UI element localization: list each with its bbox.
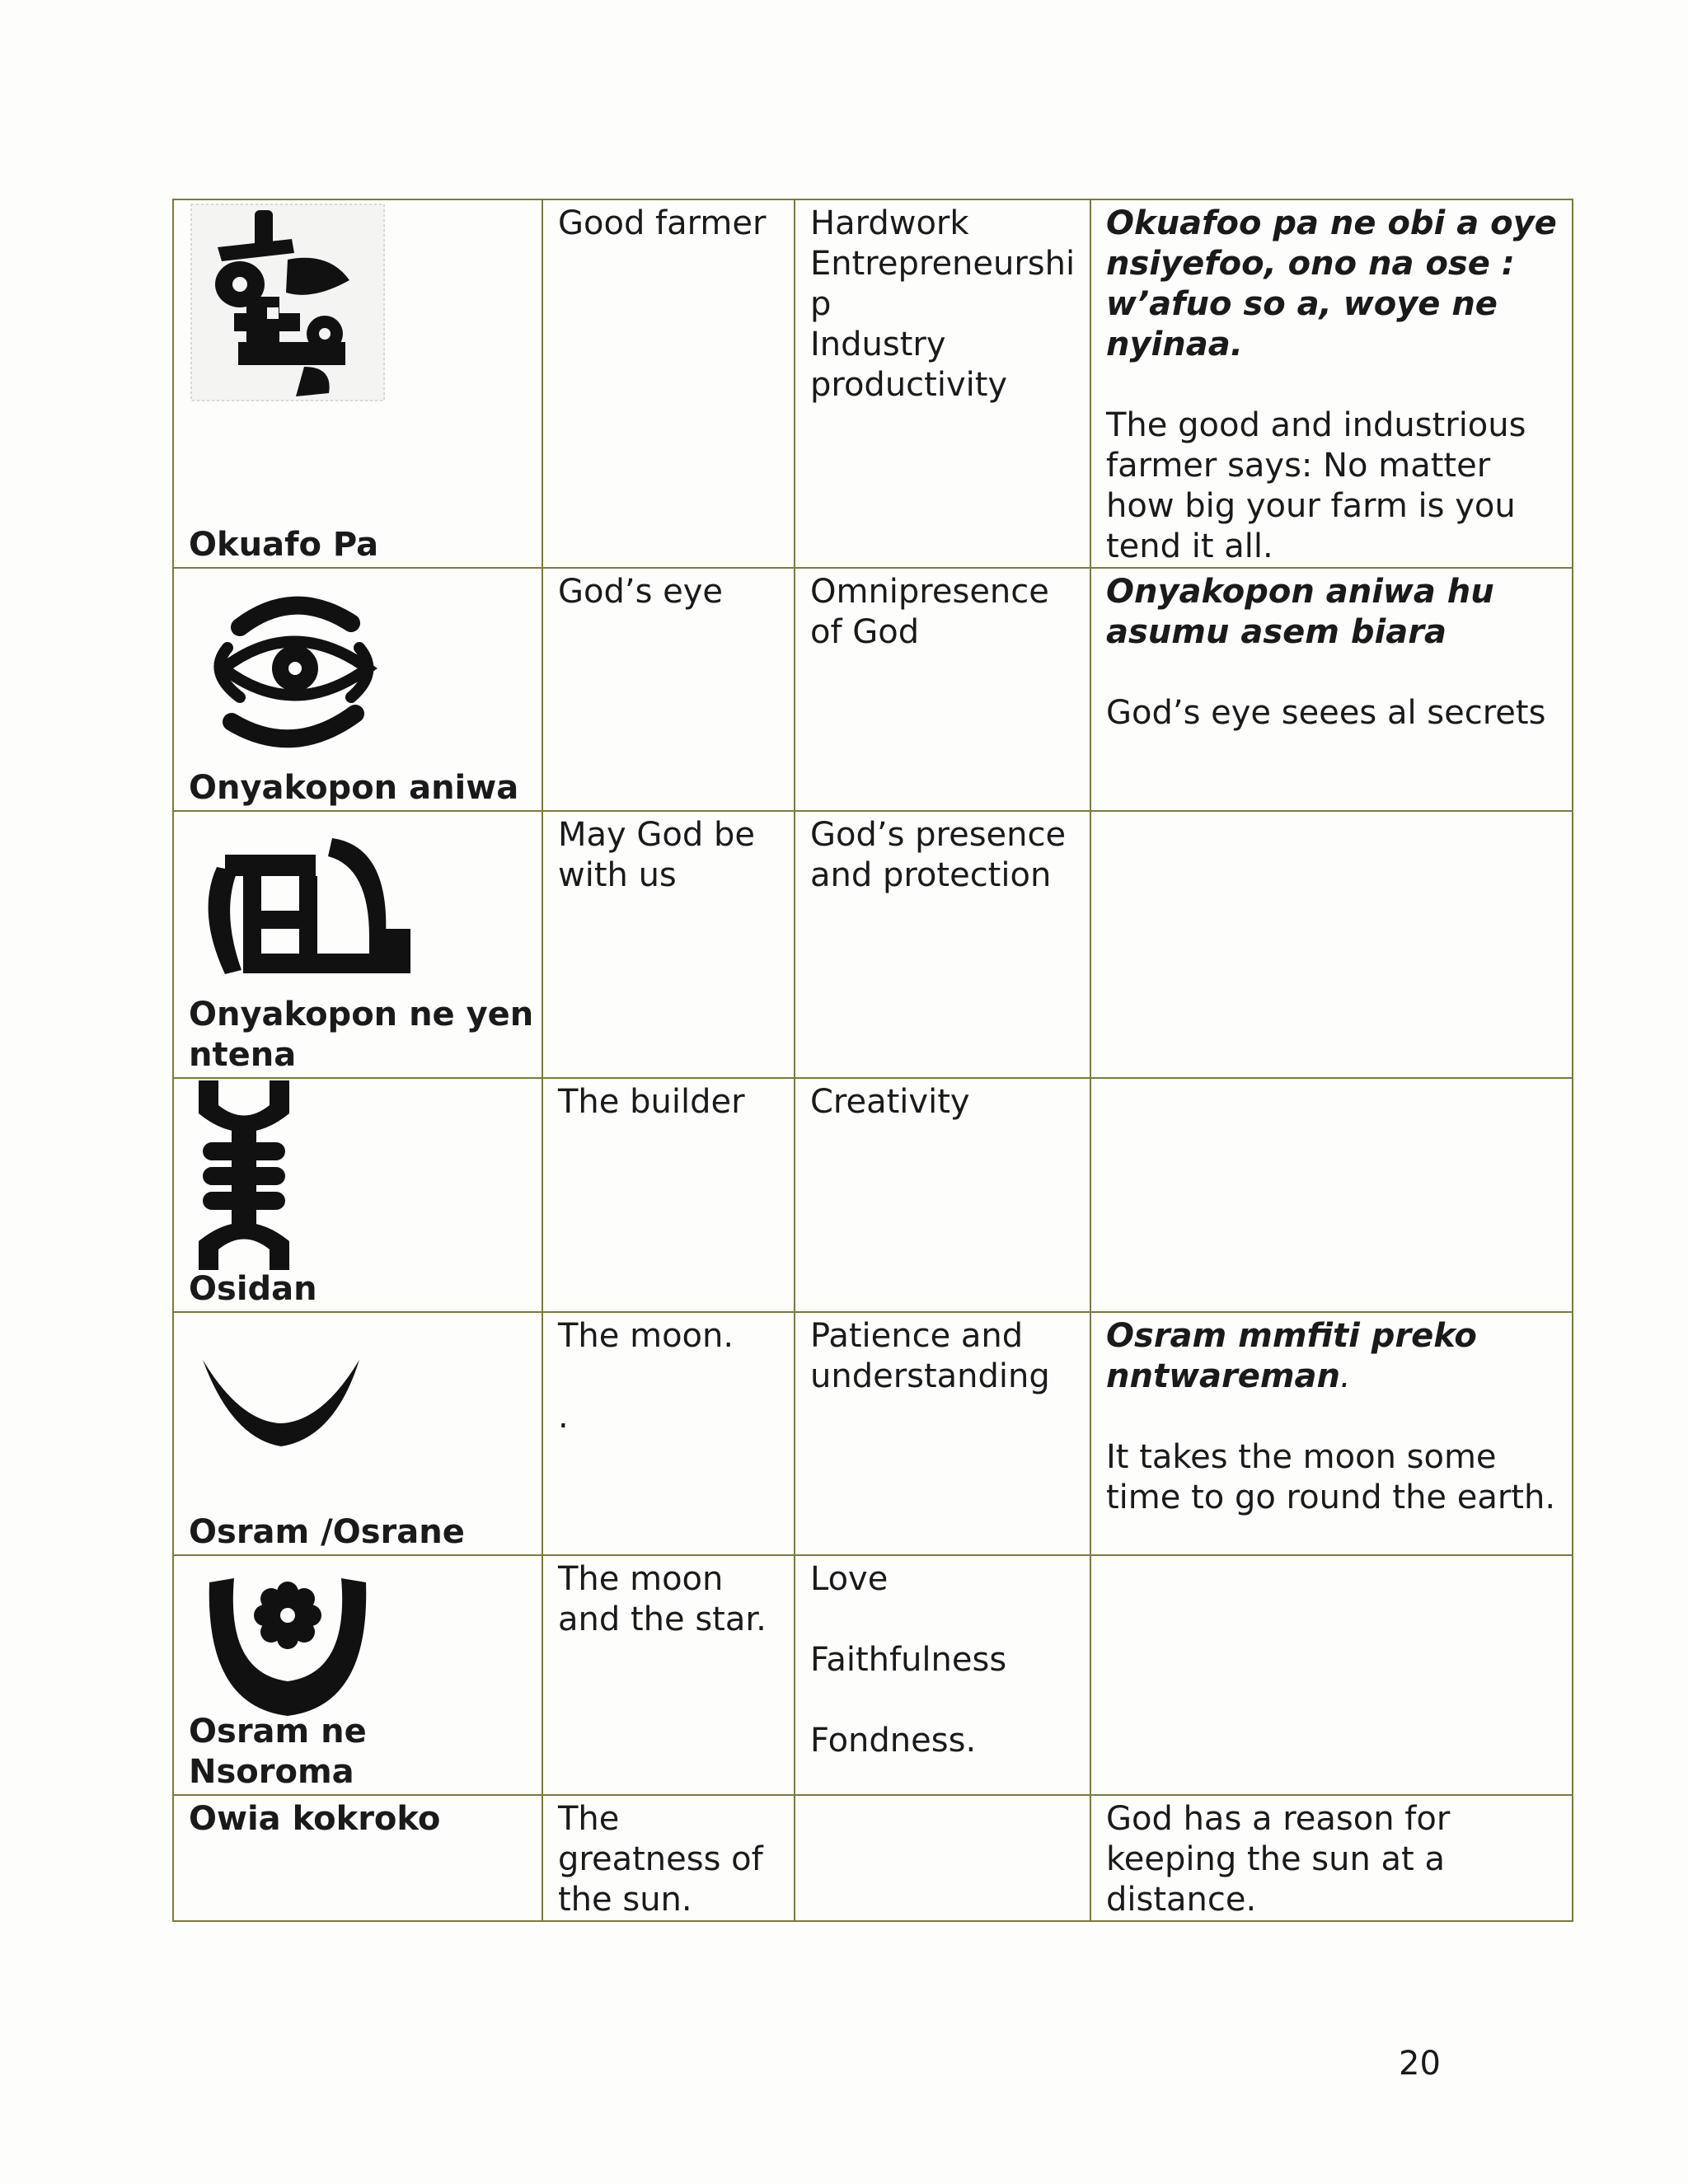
values-cell: Creativity [795,1078,1090,1312]
symbol-name: Onyakopon aniwa [189,769,519,807]
proverb-line: asumu asem biara [1106,613,1447,651]
values-cell [795,1795,1090,1921]
proverb-explanation: God’s eye seees al secrets [1106,694,1546,732]
symbol-cell [173,1312,542,1555]
proverb-explanation: It takes the moon some time to go round the earth. [1106,1438,1556,1516]
values-cell: Patience and understanding [795,1312,1090,1555]
symbol-cell [173,811,542,1078]
meaning-cell: The greatness of the sun. [542,1795,795,1921]
meaning-cell: The moon and the star. [542,1555,795,1795]
proverb-cell [1090,1078,1573,1312]
symbol-cell [173,568,542,811]
onyakopon-ne-yen-ntena-symbol-icon [192,822,415,987]
proverb-cell [1090,811,1573,1078]
osram-ne-nsoroma-symbol-icon [205,1574,370,1718]
proverb-line: nsiyefoo, ono na ose : [1106,245,1515,283]
symbol-cell [173,199,542,568]
proverb-explanation: God has a reason for keeping the sun at a distance. [1106,1800,1451,1919]
meaning-cell: The moon. . [542,1312,795,1555]
symbol-cell [173,1795,542,1921]
proverb-line: Osram mmfiti preko nntwareman [1106,1317,1477,1395]
table-row [173,199,1573,568]
symbol-name: Owia kokroko [189,1800,441,1838]
proverb-line: nyinaa. [1106,326,1243,363]
values-cell: Omnipresence of God [795,568,1090,811]
proverb-cell [1090,568,1573,811]
meaning-cell: Good farmer [542,199,795,568]
symbol-cell [173,1078,542,1312]
table-row [173,1555,1573,1795]
okuafo-pa-symbol-icon [189,202,387,404]
onyakopon-aniwa-symbol-icon [195,590,392,755]
values-cell: Hardwork Entrepreneurshi p Industry productivity [795,199,1090,568]
symbol-name: Osidan [189,1270,317,1308]
proverb-cell [1090,199,1573,568]
table-row [173,1795,1573,1921]
osram-moon-symbol-icon [199,1356,363,1471]
table-row [173,1078,1573,1312]
meaning-cell: God’s eye [542,568,795,811]
proverb-line: w’afuo so a, woye ne [1106,285,1498,323]
table-row [173,1312,1573,1555]
values-cell: God’s presence and protection [795,811,1090,1078]
symbol-name: Osram ne Nsoroma [189,1713,367,1791]
meaning-cell: The builder [542,1078,795,1312]
adinkra-symbols-table [172,199,1573,1922]
symbol-name: Okuafo Pa [189,526,379,564]
proverb-explanation: The good and industrious farmer says: No matter how big your farm is you tend it all. [1106,406,1526,565]
table-row [173,568,1573,811]
symbol-cell [173,1555,542,1795]
values-cell: Love Faithfulness Fondness. [795,1555,1090,1795]
table-row [173,811,1573,1078]
symbol-name: Onyakopon ne yen ntena [189,996,534,1074]
page-number: 20 [1399,2045,1441,2083]
proverb-cell [1090,1795,1573,1921]
osidan-symbol-icon [190,1080,298,1270]
proverb-line: Okuafoo pa ne obi a oye [1106,204,1557,242]
proverb-line: Onyakopon aniwa hu [1106,573,1494,611]
symbol-name: Osram /Osrane [189,1513,465,1551]
proverb-cell: Osram mmfiti preko nntwareman. It takes the moon some time to go round the earth. [1090,1312,1573,1555]
proverb-cell [1090,1555,1573,1795]
meaning-cell: May God be with us [542,811,795,1078]
